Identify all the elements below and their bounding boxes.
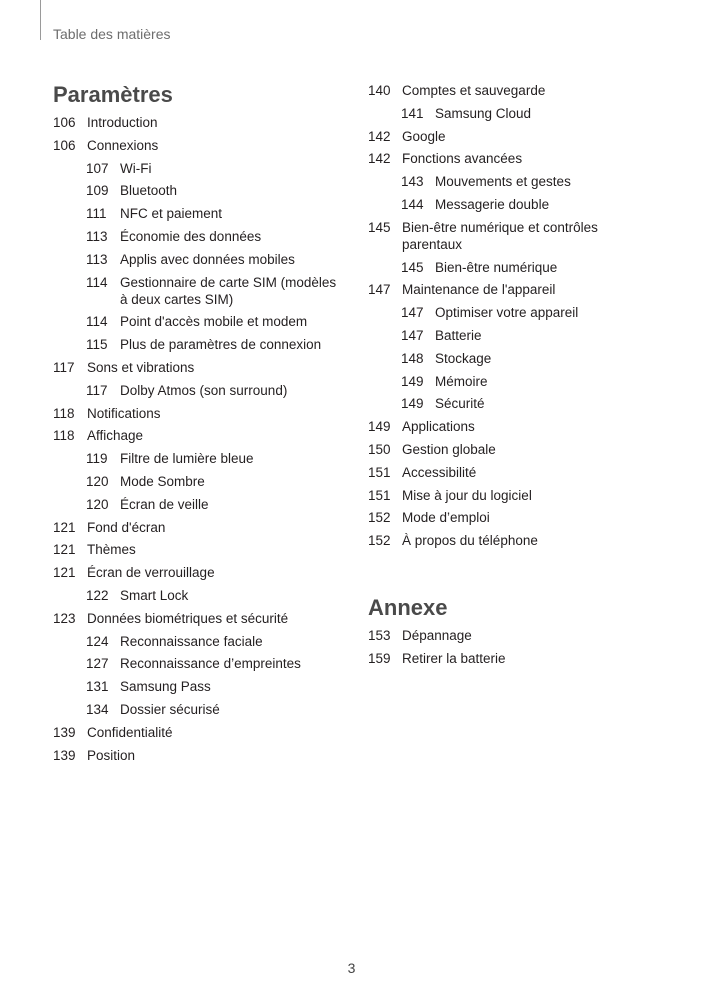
toc-subentry[interactable] [53, 587, 343, 604]
toc-page-number: 131 [86, 679, 109, 695]
toc-page-number: 151 [368, 487, 391, 503]
toc-page-number: 120 [86, 496, 109, 512]
toc-entry-label: Position [87, 747, 136, 763]
toc-entry-label: Notifications [87, 405, 161, 421]
toc-page-number: 139 [53, 724, 76, 740]
toc-entry-label: Données biométriques et sécurité [87, 610, 289, 626]
toc-page-number: 106 [53, 137, 76, 153]
toc-subentry[interactable] [368, 259, 648, 276]
toc-entry-label: Introduction [87, 115, 158, 130]
toc-entry[interactable] [368, 418, 648, 435]
toc-entry-label: Écran de verrouillage [87, 565, 215, 581]
toc-entry-label: Smart Lock [120, 587, 189, 603]
toc-list-annexe [368, 627, 648, 667]
toc-entry[interactable] [368, 532, 648, 549]
toc-subentry[interactable] [53, 655, 343, 672]
toc-page-number: 109 [86, 183, 109, 199]
toc-subentry[interactable] [53, 160, 343, 177]
toc-subentry[interactable] [53, 678, 343, 695]
toc-subentry[interactable] [53, 336, 343, 353]
toc-entry-label: Comptes et sauvegarde [402, 83, 546, 98]
toc-entry-label: Écran de veille [120, 496, 209, 512]
toc-entry[interactable] [53, 610, 343, 627]
toc-entry[interactable] [368, 441, 648, 458]
toc-entry-label: Reconnaissance faciale [120, 633, 263, 649]
toc-entry[interactable] [368, 281, 648, 298]
toc-entry-label: Fonctions avancées [402, 151, 523, 167]
toc-entry-label: Gestion globale [402, 441, 496, 457]
toc-entry[interactable] [368, 650, 648, 667]
toc-entry-label: Samsung Cloud [435, 105, 532, 121]
toc-entry-label: Mode Sombre [120, 473, 205, 489]
toc-page-number: 145 [368, 219, 391, 235]
toc-page-number: 147 [401, 305, 424, 321]
toc-page-number: 141 [401, 105, 424, 121]
toc-page-number: 119 [86, 451, 108, 467]
toc-page-number: 117 [86, 382, 108, 398]
toc-entry-label: Filtre de lumière bleue [120, 451, 254, 467]
toc-left-column [53, 80, 343, 769]
toc-page-number: 114 [86, 274, 108, 290]
running-header: Table des matières [53, 26, 171, 42]
toc-entry-label: Bien-être numérique [435, 259, 558, 275]
toc-entry-label: Dépannage [402, 628, 472, 644]
toc-subentry[interactable] [53, 251, 343, 268]
toc-entry-label: Accessibilité [402, 464, 477, 480]
toc-entry-label: Batterie [435, 327, 482, 343]
toc-entry-label: Économie des données [120, 228, 262, 244]
toc-page-number: 142 [368, 151, 391, 167]
toc-entry-label: Google [402, 128, 446, 144]
toc-subentry[interactable] [53, 313, 343, 330]
toc-page-number: 159 [368, 650, 391, 666]
toc-entry[interactable] [368, 464, 648, 481]
toc-page-number: 121 [53, 542, 76, 558]
toc-subentry[interactable] [368, 105, 648, 122]
toc-page-number: 115 [86, 337, 108, 353]
toc-subentry[interactable] [53, 633, 343, 650]
page-number: 3 [347, 960, 356, 976]
toc-page-number: 113 [86, 228, 108, 244]
toc-subentry[interactable] [53, 496, 343, 513]
toc-subentry[interactable] [368, 373, 648, 390]
toc-page-number: 117 [53, 359, 75, 375]
toc-list-parametres [53, 114, 343, 764]
toc-entry[interactable] [368, 150, 648, 167]
toc-page-number: 122 [86, 587, 109, 603]
section-title-annexe: Annexe [368, 595, 448, 621]
toc-page-number: 147 [401, 327, 424, 343]
toc-page-number: 120 [86, 473, 109, 489]
toc-page-number: 142 [368, 128, 391, 144]
toc-entry-label: Gestionnaire de carte SIM (modèles à deux cartes SIM) [120, 274, 337, 307]
toc-subentry[interactable] [368, 173, 648, 190]
toc-page-number: 151 [368, 464, 391, 480]
toc-subentry[interactable] [53, 701, 343, 718]
toc-entry[interactable] [53, 427, 343, 444]
toc-entry-label: Dossier sécurisé [120, 701, 220, 717]
toc-entry[interactable] [53, 724, 343, 741]
toc-list-parametres-continued [368, 82, 648, 549]
toc-entry[interactable] [368, 487, 648, 504]
toc-page-number: 148 [401, 350, 424, 366]
toc-entry[interactable] [368, 509, 648, 526]
margin-rule [40, 0, 41, 40]
toc-entry-label: NFC et paiement [120, 206, 223, 222]
toc-page-number: 121 [53, 565, 76, 581]
toc-page-number: 134 [86, 701, 109, 717]
toc-subentry[interactable] [368, 395, 648, 412]
toc-subentry[interactable] [53, 205, 343, 222]
toc-entry-label: Bluetooth [120, 183, 178, 199]
toc-page-number: 140 [368, 83, 391, 98]
toc-entry[interactable] [368, 627, 648, 644]
toc-entry-label: Sécurité [435, 396, 485, 412]
toc-entry-label: Wi-Fi [120, 160, 152, 176]
toc-entry-label: Thèmes [87, 542, 136, 558]
toc-entry[interactable] [368, 82, 648, 99]
toc-page-number: 149 [401, 396, 424, 412]
toc-page-number: 113 [86, 251, 108, 267]
toc-entry-label: Mode d’emploi [402, 510, 490, 526]
toc-page-number: 111 [86, 206, 107, 222]
toc-entry[interactable] [53, 541, 343, 558]
toc-page-number: 139 [53, 747, 76, 763]
toc-entry-label: Applis avec données mobiles [120, 251, 295, 267]
toc-entry-label: Affichage [87, 428, 144, 444]
toc-page-number: 114 [86, 314, 108, 330]
toc-entry[interactable] [53, 564, 343, 581]
toc-subentry[interactable] [53, 473, 343, 490]
toc-subentry[interactable] [53, 182, 343, 199]
toc-entry[interactable] [53, 137, 343, 154]
toc-entry[interactable] [368, 128, 648, 145]
toc-entry[interactable] [53, 519, 343, 536]
toc-page-number: 153 [368, 628, 391, 644]
toc-entry[interactable] [53, 405, 343, 422]
toc-entry-label: Stockage [435, 350, 492, 366]
toc-entry[interactable] [53, 747, 343, 764]
toc-page-number: 118 [53, 405, 75, 421]
toc-page-number: 107 [86, 160, 109, 176]
toc-right-column [368, 82, 648, 673]
toc-page-number: 152 [368, 533, 391, 549]
toc-subentry[interactable] [368, 304, 648, 321]
toc-entry-label: Bien-être numérique et contrôles parentaux [402, 219, 598, 252]
toc-entry-label: Connexions [87, 137, 159, 153]
toc-page-number: 145 [401, 259, 424, 275]
toc-entry-label: Mouvements et gestes [435, 174, 571, 190]
toc-entry-label: Confidentialité [87, 724, 173, 740]
toc-entry[interactable] [368, 219, 648, 253]
toc-subentry[interactable] [368, 327, 648, 344]
toc-entry-label: Fond d'écran [87, 519, 166, 535]
annexe-section [368, 593, 648, 667]
toc-page-number: 150 [368, 441, 391, 457]
toc-entry-label: Mise à jour du logiciel [402, 487, 532, 503]
toc-entry[interactable] [53, 359, 343, 376]
toc-subentry[interactable] [53, 382, 343, 399]
toc-entry-label: Maintenance de l'appareil [402, 282, 556, 298]
toc-entry-label: Reconnaissance d’empreintes [120, 656, 301, 672]
toc-subentry[interactable] [53, 228, 343, 245]
toc-page-number: 123 [53, 610, 76, 626]
section-title-parametres: Paramètres [53, 82, 173, 107]
toc-page-number: 152 [368, 510, 391, 526]
toc-entry-label: Dolby Atmos (son surround) [120, 382, 288, 398]
toc-subentry[interactable] [368, 350, 648, 367]
toc-entry-label: Plus de paramètres de connexion [120, 337, 322, 353]
toc-page-number: 106 [53, 115, 76, 130]
toc-subentry[interactable] [53, 450, 343, 467]
toc-entry-label: À propos du téléphone [402, 533, 538, 549]
toc-page-number: 144 [401, 196, 424, 212]
toc-entry[interactable] [53, 114, 343, 131]
toc-page-number: 127 [86, 656, 109, 672]
toc-page-number: 124 [86, 633, 109, 649]
toc-subentry[interactable] [368, 196, 648, 213]
toc-page-number: 147 [368, 282, 391, 298]
toc-entry-label: Samsung Pass [120, 679, 211, 695]
toc-entry-label: Mémoire [435, 373, 488, 389]
toc-page-number: 143 [401, 174, 424, 190]
toc-page-number: 121 [53, 519, 76, 535]
toc-page-number: 118 [53, 428, 75, 444]
toc-entry-label: Sons et vibrations [87, 359, 195, 375]
toc-entry-label: Optimiser votre appareil [435, 305, 579, 321]
toc-entry-label: Point d'accès mobile et modem [120, 314, 308, 330]
toc-entry-label: Retirer la batterie [402, 650, 506, 666]
toc-entry-label: Applications [402, 419, 475, 435]
toc-subentry[interactable] [53, 274, 343, 308]
toc-page-number: 149 [401, 373, 424, 389]
toc-page-number: 149 [368, 419, 391, 435]
toc-entry-label: Messagerie double [435, 196, 550, 212]
